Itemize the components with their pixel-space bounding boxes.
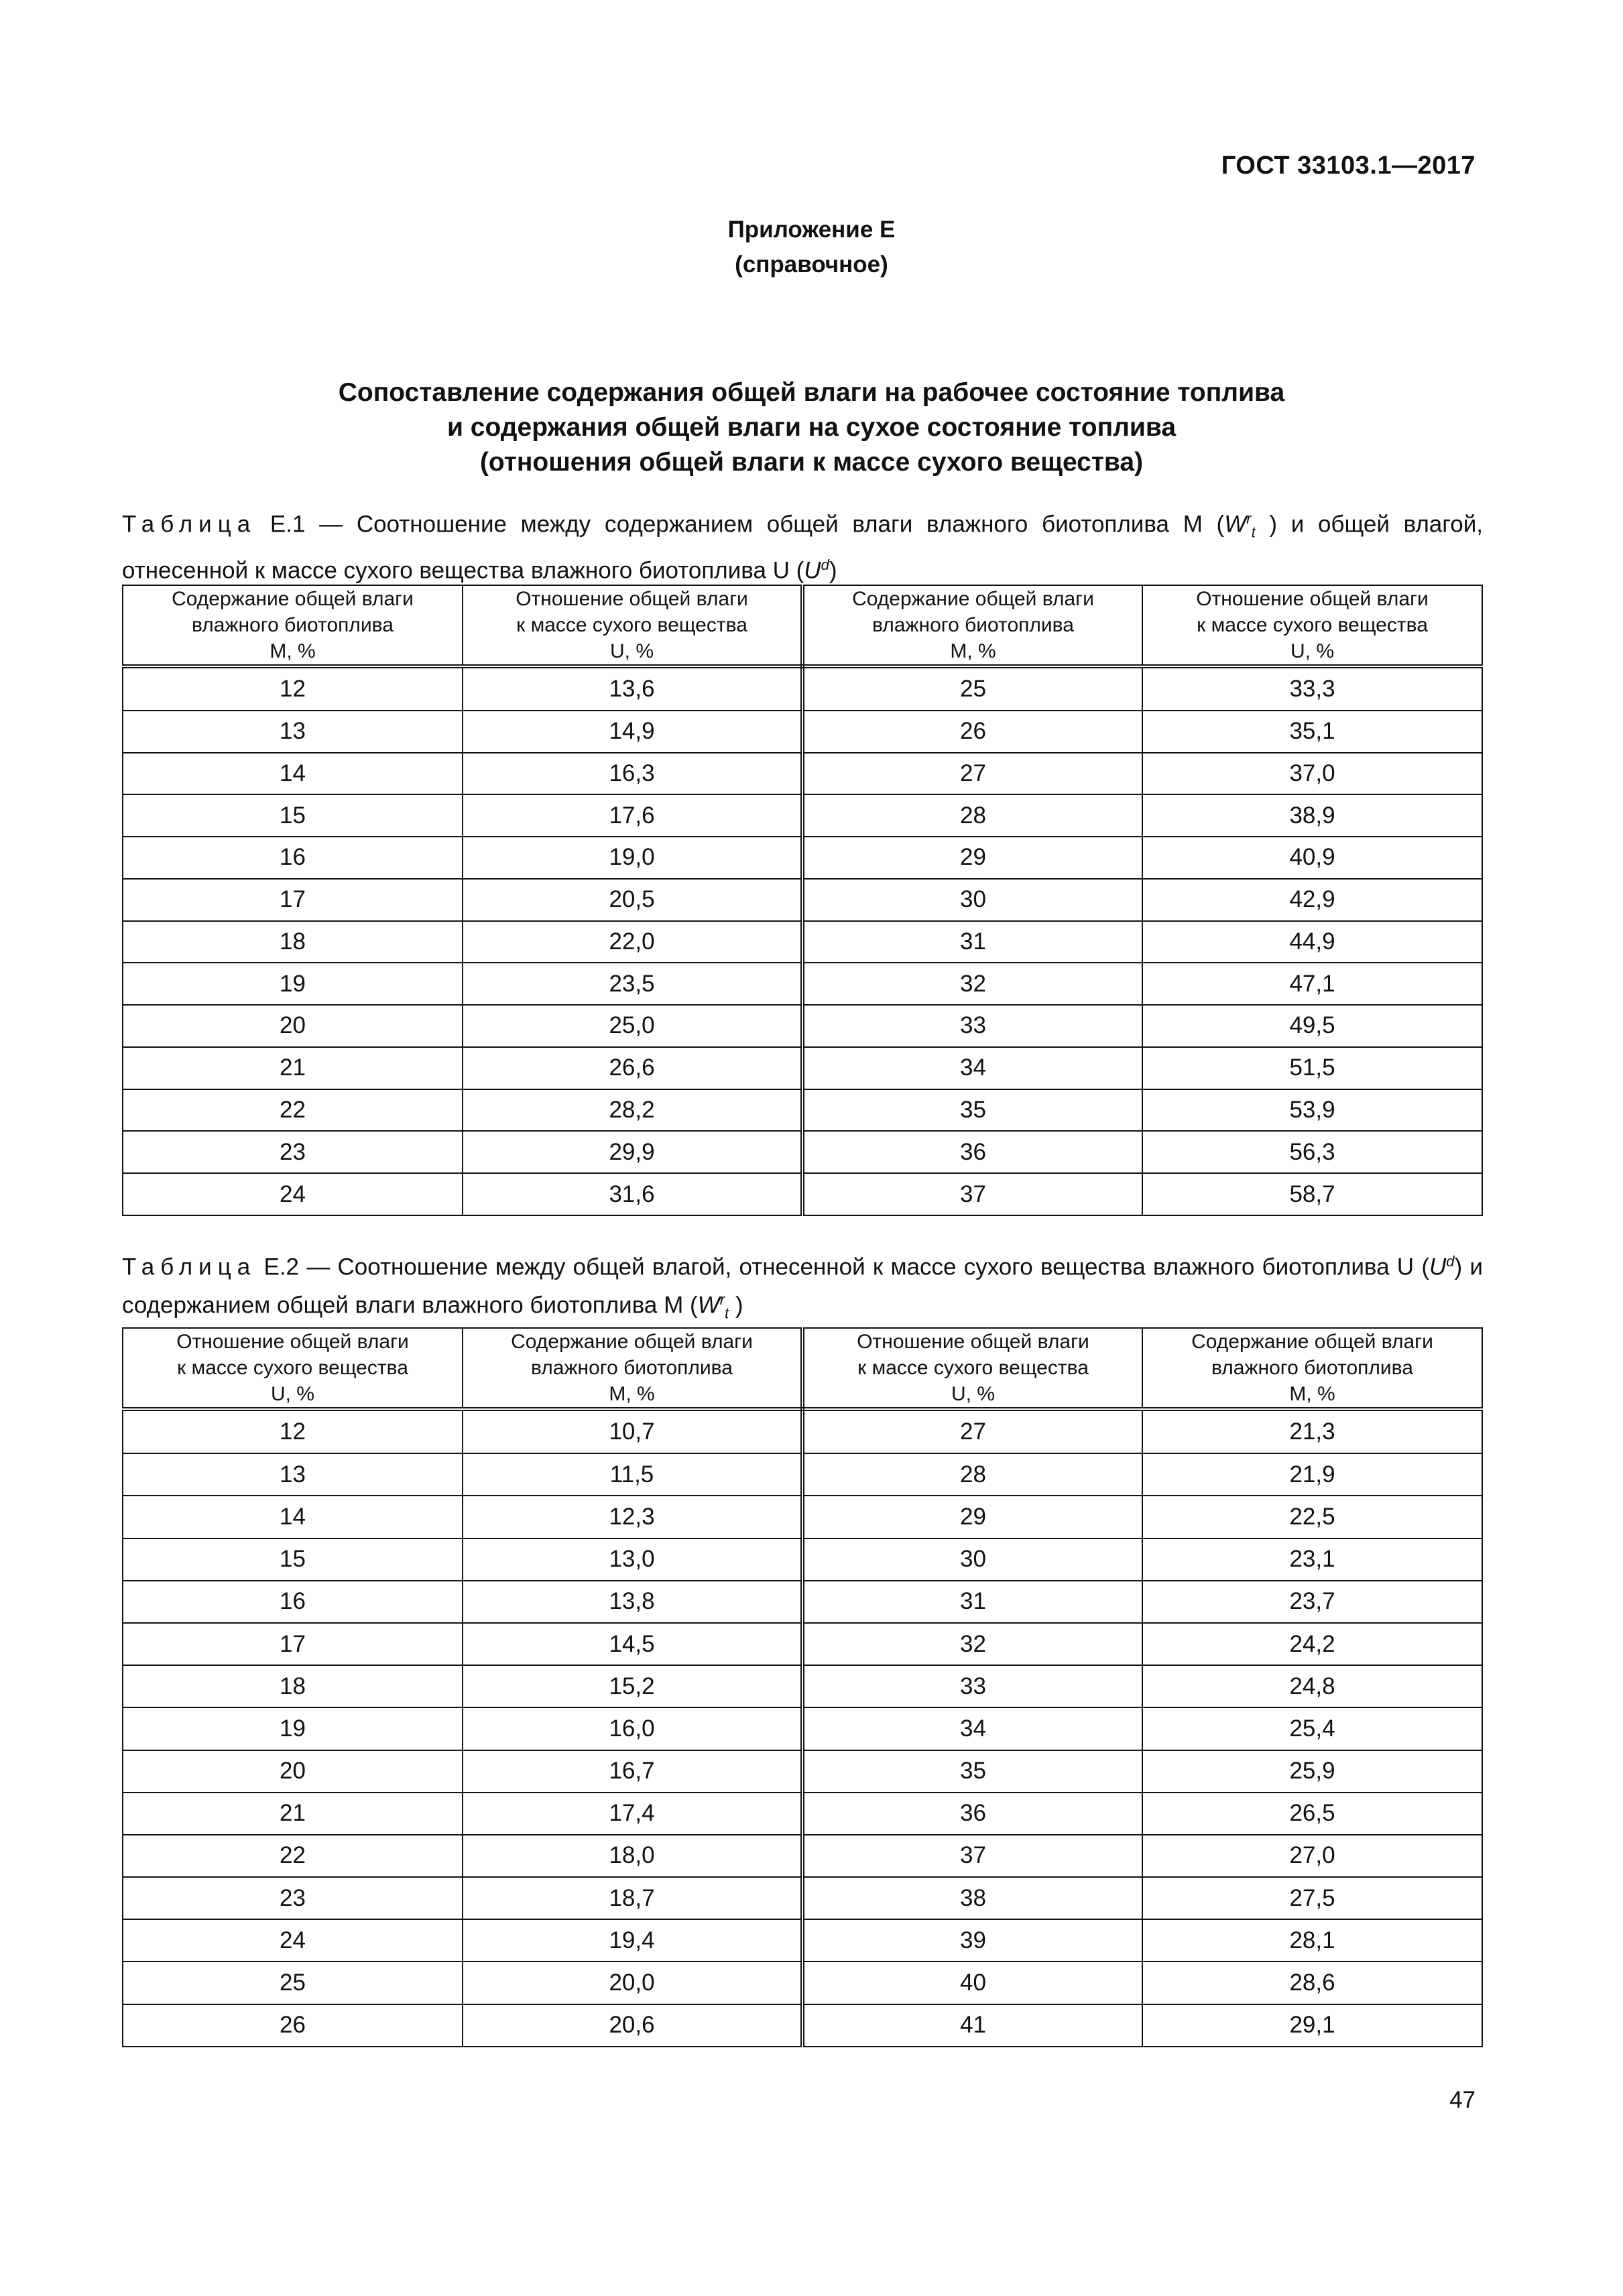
section-title-line-3: (отношения общей влаги к массе сухого вещества) [479, 448, 1144, 477]
table-cell: 21 [123, 1047, 463, 1089]
table1-caption [122, 503, 1483, 587]
standard-number: ГОСТ 33103.1—2017 [1221, 152, 1476, 180]
table-cell: 23,5 [463, 963, 802, 1005]
table-cell: 28,1 [1142, 1919, 1482, 1961]
table-cell: 27,0 [1142, 1835, 1482, 1877]
table-cell: 36 [802, 1131, 1142, 1173]
table-cell: 23 [123, 1877, 463, 1919]
table-cell: 58,7 [1142, 1173, 1482, 1215]
table-cell: 22,0 [463, 921, 802, 963]
section-title [0, 375, 1623, 480]
table-cell: 34 [802, 1047, 1142, 1089]
table-cell: 39 [802, 1919, 1142, 1961]
table-row [123, 1173, 1482, 1215]
table-cell: 22,5 [1142, 1496, 1482, 1538]
table-cell: 28 [802, 794, 1142, 837]
table-cell: 24 [123, 1919, 463, 1961]
table-cell: 31 [802, 1581, 1142, 1623]
table-cell: 23 [123, 1131, 463, 1173]
table-cell: 30 [802, 879, 1142, 921]
table-cell: 44,9 [1142, 921, 1482, 963]
table1-caption-label: Таблица [122, 511, 257, 538]
table-cell: 53,9 [1142, 1089, 1482, 1132]
table-cell: 23,1 [1142, 1538, 1482, 1581]
table-cell: 25,0 [463, 1005, 802, 1047]
table-row [123, 1453, 1482, 1496]
table1-caption-symbol-u: U [804, 557, 821, 584]
table-row [123, 963, 1482, 1005]
table-cell: 20 [123, 1005, 463, 1047]
table1-caption-sup-r: r [1246, 510, 1252, 527]
table-row [123, 1409, 1482, 1453]
table-cell: 32 [802, 1623, 1142, 1665]
table-cell: 12 [123, 1409, 463, 1453]
table-cell: 31,6 [463, 1173, 802, 1215]
table-cell: 13,6 [463, 666, 802, 711]
table-row [123, 1131, 1482, 1173]
table-cell: 21,3 [1142, 1409, 1482, 1453]
table-cell: 21 [123, 1793, 463, 1835]
table-cell: 28,2 [463, 1089, 802, 1132]
table-row [123, 1047, 1482, 1089]
table-cell: 26,5 [1142, 1793, 1482, 1835]
annex-type: (справочное) [735, 251, 888, 278]
table-cell: 29,1 [1142, 2004, 1482, 2047]
table-row [123, 753, 1482, 795]
table-cell: 38 [802, 1877, 1142, 1919]
table-cell: 26,6 [463, 1047, 802, 1089]
table-cell: 18 [123, 1665, 463, 1707]
table-cell: 24,2 [1142, 1623, 1482, 1665]
table-cell: 25,9 [1142, 1750, 1482, 1793]
table-cell: 33 [802, 1665, 1142, 1707]
section-title-line-1: Сопоставление содержания общей влаги на рабочее состояние топлива [338, 378, 1285, 407]
table-cell: 35 [802, 1089, 1142, 1132]
table-cell: 20,5 [463, 879, 802, 921]
table-cell: 29 [802, 837, 1142, 879]
table-cell: 18 [123, 921, 463, 963]
table-cell: 25 [802, 666, 1142, 711]
table2-caption-text-a: — Соотношение между общей влагой, отнесенной к массе сухого вещества влажного биотоплива U ( [306, 1254, 1429, 1280]
table2-header-3: Отношение общей влаги к массе сухого вещества U, % [802, 1328, 1142, 1409]
table-cell: 27 [802, 1409, 1142, 1453]
table-cell: 38,9 [1142, 794, 1482, 837]
table-cell: 28 [802, 1453, 1142, 1496]
table-cell: 42,9 [1142, 879, 1482, 921]
table-cell: 28,6 [1142, 1961, 1482, 2004]
table1-header-3: Содержание общей влаги влажного биотоплива M, % [802, 585, 1142, 666]
table1 [122, 585, 1483, 1216]
table-row [123, 1665, 1482, 1707]
table-cell: 21,9 [1142, 1453, 1482, 1496]
table-row [123, 2004, 1482, 2047]
table-cell: 19,0 [463, 837, 802, 879]
table-row [123, 1877, 1482, 1919]
table-cell: 26 [802, 711, 1142, 753]
table-cell: 37 [802, 1835, 1142, 1877]
table-cell: 20,6 [463, 2004, 802, 2047]
table-row [123, 1707, 1482, 1750]
table-row [123, 1496, 1482, 1538]
table-cell: 22 [123, 1089, 463, 1132]
table1-caption-sup-d: d [821, 556, 829, 573]
table-cell: 16 [123, 1581, 463, 1623]
table-cell: 16,0 [463, 1707, 802, 1750]
table1-header-row [123, 585, 1482, 666]
table-row [123, 711, 1482, 753]
table2-caption-symbol-w: W [697, 1292, 720, 1319]
table2-header-2: Содержание общей влаги влажного биотоплива M, % [463, 1328, 802, 1409]
table-cell: 20 [123, 1750, 463, 1793]
table-cell: 17 [123, 1623, 463, 1665]
table-cell: 31 [802, 921, 1142, 963]
table-cell: 27,5 [1142, 1877, 1482, 1919]
table-cell: 16 [123, 837, 463, 879]
table-cell: 18,7 [463, 1877, 802, 1919]
table-cell: 13 [123, 711, 463, 753]
table-cell: 29,9 [463, 1131, 802, 1173]
table-row [123, 837, 1482, 879]
table1-caption-text-c: ) [829, 557, 837, 584]
table1-caption-symbol-w: W [1224, 511, 1247, 538]
table-cell: 37,0 [1142, 753, 1482, 795]
table1-header-4: Отношение общей влаги к массе сухого вещества U, % [1142, 585, 1482, 666]
table-row [123, 1835, 1482, 1877]
table-row [123, 1581, 1482, 1623]
table-row [123, 1623, 1482, 1665]
table-row [123, 921, 1482, 963]
table-row [123, 1005, 1482, 1047]
table-cell: 11,5 [463, 1453, 802, 1496]
table-cell: 16,7 [463, 1750, 802, 1793]
table2-header-row [123, 1328, 1482, 1409]
table2-caption-sup-r: r [719, 1290, 725, 1308]
table2-header-1: Отношение общей влаги к массе сухого вещества U, % [123, 1328, 463, 1409]
table-cell: 14 [123, 753, 463, 795]
table2-caption-text-b: ) и содержанием общей влаги влажного биотоплива M ( [122, 1254, 1483, 1319]
table-cell: 22 [123, 1835, 463, 1877]
table-cell: 19,4 [463, 1919, 802, 1961]
table-cell: 12 [123, 666, 463, 711]
table-cell: 49,5 [1142, 1005, 1482, 1047]
table-cell: 25 [123, 1961, 463, 2004]
table-cell: 14,9 [463, 711, 802, 753]
table-cell: 56,3 [1142, 1131, 1482, 1173]
table-cell: 13 [123, 1453, 463, 1496]
table-cell: 40,9 [1142, 837, 1482, 879]
table-cell: 17,6 [463, 794, 802, 837]
table-cell: 34 [802, 1707, 1142, 1750]
page-number: 47 [1449, 2087, 1476, 2113]
table-cell: 37 [802, 1173, 1142, 1215]
table-row [123, 1750, 1482, 1793]
table-cell: 16,3 [463, 753, 802, 795]
table-cell: 17 [123, 879, 463, 921]
table-cell: 17,4 [463, 1793, 802, 1835]
table1-caption-number: Е.1 [269, 511, 306, 538]
section-title-line-2: и содержания общей влаги на сухое состояние топлива [446, 413, 1177, 442]
table-cell: 23,7 [1142, 1581, 1482, 1623]
table-cell: 13,0 [463, 1538, 802, 1581]
table-cell: 25,4 [1142, 1707, 1482, 1750]
table1-caption-sub-t: t [1251, 524, 1256, 541]
table-cell: 15 [123, 794, 463, 837]
table-row [123, 1793, 1482, 1835]
table-cell: 20,0 [463, 1961, 802, 2004]
table-cell: 51,5 [1142, 1047, 1482, 1089]
table-cell: 24 [123, 1173, 463, 1215]
table-cell: 14,5 [463, 1623, 802, 1665]
table-cell: 41 [802, 2004, 1142, 2047]
table-cell: 32 [802, 963, 1142, 1005]
table2-caption-text-c: ) [735, 1292, 743, 1319]
table2-caption-label: Таблица [122, 1254, 257, 1280]
table-cell: 14 [123, 1496, 463, 1538]
table-cell: 33 [802, 1005, 1142, 1047]
table-cell: 13,8 [463, 1581, 802, 1623]
table1-header-1: Содержание общей влаги влажного биотоплива M, % [123, 585, 463, 666]
table-cell: 33,3 [1142, 666, 1482, 711]
table-cell: 30 [802, 1538, 1142, 1581]
table2 [122, 1327, 1483, 2047]
table-row [123, 879, 1482, 921]
table-cell: 27 [802, 753, 1142, 795]
table-cell: 18,0 [463, 1835, 802, 1877]
table1-caption-text-a: — Соотношение между содержанием общей влаги влажного биотоплива М ( [319, 511, 1225, 538]
table-cell: 19 [123, 963, 463, 1005]
table-row [123, 794, 1482, 837]
table2-caption-sup-d: d [1446, 1253, 1455, 1270]
table-cell: 15 [123, 1538, 463, 1581]
table-row [123, 666, 1482, 711]
table2-caption [122, 1246, 1483, 1329]
table-cell: 12,3 [463, 1496, 802, 1538]
table-cell: 35 [802, 1750, 1142, 1793]
table2-caption-sub-t: t [725, 1305, 729, 1322]
table-cell: 35,1 [1142, 711, 1482, 753]
table2-caption-symbol-u: U [1429, 1254, 1447, 1280]
table-cell: 29 [802, 1496, 1142, 1538]
table1-caption-text-b: ) и общей влагой, отнесенной к массе сухого вещества влажного биотоплива U ( [122, 511, 1483, 584]
annex-title: Приложение Е [727, 217, 896, 243]
table1-header-2: Отношение общей влаги к массе сухого вещества U, % [463, 585, 802, 666]
table-cell: 47,1 [1142, 963, 1482, 1005]
table2-header-4: Содержание общей влаги влажного биотоплива M, % [1142, 1328, 1482, 1409]
table-row [123, 1089, 1482, 1132]
table2-caption-number: Е.2 [263, 1254, 300, 1280]
table-cell: 15,2 [463, 1665, 802, 1707]
table-cell: 40 [802, 1961, 1142, 2004]
table-row [123, 1961, 1482, 2004]
table-cell: 10,7 [463, 1409, 802, 1453]
table-cell: 36 [802, 1793, 1142, 1835]
table-row [123, 1538, 1482, 1581]
table-cell: 24,8 [1142, 1665, 1482, 1707]
table-cell: 19 [123, 1707, 463, 1750]
table-cell: 26 [123, 2004, 463, 2047]
table-row [123, 1919, 1482, 1961]
